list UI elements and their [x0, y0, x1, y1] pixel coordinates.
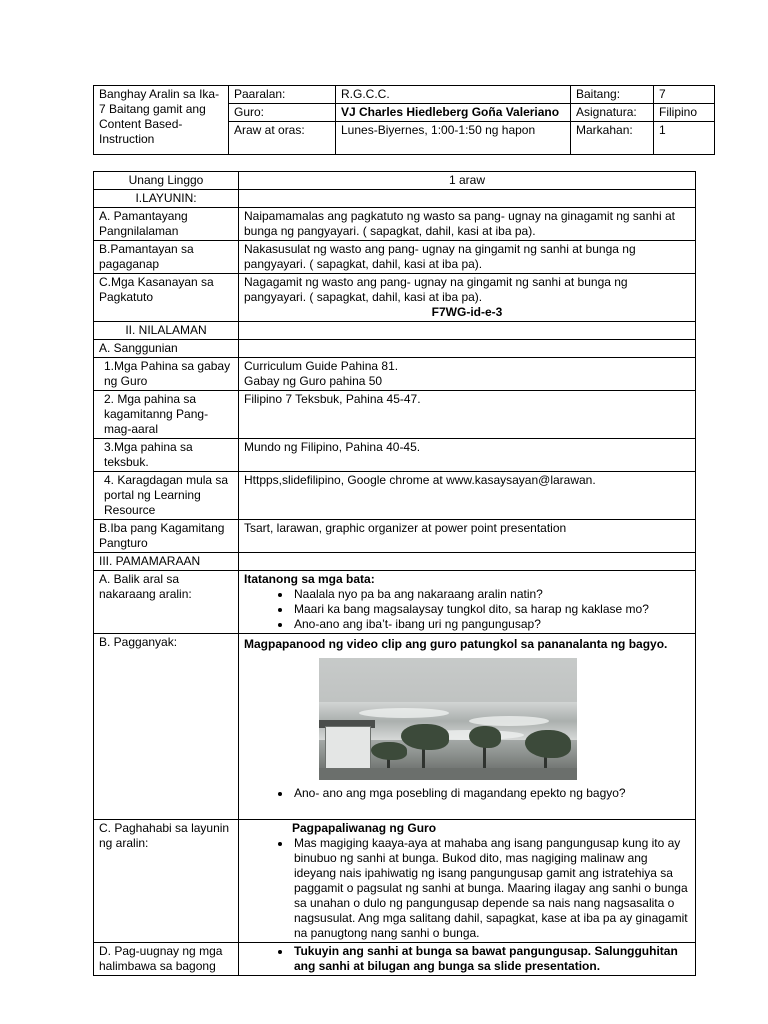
section-layunin: I.LAYUNIN:	[94, 190, 239, 208]
pamantayang-pangnilalaman-label: A. Pamantayang Pangnilalaman	[94, 208, 239, 241]
section-pamamaraan: III. PAMAMARAAN	[94, 553, 239, 571]
kasanayan-text: Nagagamit ng wasto ang pang- ugnay na gingamit ng sanhi at bunga ng pangyayari. ( sapagkat, dahil, kasi at iba pa).	[244, 275, 628, 304]
header-table	[93, 85, 715, 155]
mag-aaral-text: Filipino 7 Teksbuk, Pahina 45-47.	[239, 391, 696, 439]
pamantayan-pagganap-text: Nakasusulat ng wasto ang pang- ugnay na gingamit ng sanhi at bunga ng pangyayari. ( sapagkat, dahil, kasi at iba pa).	[239, 241, 696, 274]
lesson-title: Banghay Aralin sa Ika-7 Baitang gamit ang Content Based-Instruction	[94, 86, 229, 155]
mag-aaral-label: 2. Mga pahina sa kagamitanng Pang-mag-aaral	[94, 391, 239, 439]
typhoon-photo	[319, 658, 577, 780]
paghahabi-list	[244, 836, 690, 941]
list-item: • Mas magiging kaaya-aya at mahaba ang isang pangungusap kung ito ay binubuo ng sanhi at bunga. Bukod dito, mas nagiging malinaw ang ideyang nais ipahiwatig ng isang pangungusap gamit ang istratehiya sa paggamit o pagsulat ng sanhi at bunga. Maaring ilagay ang sanhi o bunga sa unahan o dulo ng pangungusap depende sa nais nang nagsasalita o nagsusulat. Ang mga salitang dahil, sapagkat, kase at iba pa ay ginagamit na panugtong nang sanhi o bunga.	[292, 836, 690, 941]
list-item: • Ano-ano ang iba’t- ibang uri ng pangungusap?	[292, 617, 690, 632]
empty-cell	[239, 340, 696, 358]
ground	[319, 768, 577, 780]
paghahabi-label: C. Paghahabi sa layunin ng aralin:	[94, 820, 239, 943]
list-item: • Naalala nyo pa ba ang nakaraang aralin natin?	[292, 587, 690, 602]
guro-pages-label: 1.Mga Pahina sa gabay ng Guro	[94, 358, 239, 391]
pagganyak-list	[244, 786, 690, 801]
guro-value: VJ Charles Hiedleberg Goña Valeriano	[336, 104, 571, 122]
empty-cell	[239, 190, 696, 208]
guro-pages-cell	[239, 358, 696, 391]
kasanayan-label: C.Mga Kasanayan sa Pagkatuto	[94, 274, 239, 322]
list-item: • Maari ka bang magsalaysay tungkol dito, sa harap ng kaklase mo?	[292, 602, 690, 617]
guro-label: Guro:	[229, 104, 336, 122]
araw-value: Lunes-Biyernes, 1:00-1:50 ng hapon	[336, 122, 571, 155]
araw-label: Araw at oras:	[229, 122, 336, 155]
markahan-label: Markahan:	[571, 122, 654, 155]
pamantayan-pagganap-label: B.Pamantayan sa pagaganap	[94, 241, 239, 274]
iba-kagamitan-text: Tsart, larawan, graphic organizer at power point presentation	[239, 520, 696, 553]
week-label: Unang Linggo	[94, 172, 239, 190]
markahan-value: 1	[654, 122, 715, 155]
paaralan-label: Paaralan:	[229, 86, 336, 104]
guro-pages-line2: Gabay ng Guro pahina 50	[244, 374, 383, 388]
wave-crest	[469, 716, 549, 726]
pagganyak-cell	[239, 634, 696, 820]
kasanayan-cell	[239, 274, 696, 322]
paaralan-value: R.G.C.C.	[336, 86, 571, 104]
pagganyak-label: B. Pagganyak:	[94, 634, 239, 820]
palm-tree	[371, 742, 407, 760]
balik-aral-list	[244, 587, 690, 632]
pag-uugnay-list	[244, 944, 690, 974]
baitang-label: Baitang:	[571, 86, 654, 104]
palm-tree	[525, 730, 571, 758]
lesson-plan-table	[93, 171, 696, 976]
baitang-value: 7	[654, 86, 715, 104]
pagganyak-intro: Magpapanood ng video clip ang guro patungkol sa pananalanta ng bagyo.	[244, 637, 668, 651]
iba-kagamitan-label: B.Iba pang Kagamitang Pangturo	[94, 520, 239, 553]
section-nilalaman: II. NILALAMAN	[94, 322, 239, 340]
teksbuk-text: Mundo ng Filipino, Pahina 40-45.	[239, 439, 696, 472]
palm-tree	[401, 724, 449, 750]
pag-uugnay-label: D. Pag-uugnay ng mga halimbawa sa bagong	[94, 943, 239, 976]
kasanayan-code: F7WG-id-e-3	[431, 305, 503, 319]
paghahabi-title: Pagpapaliwanag ng Guro	[292, 821, 437, 835]
palm-tree	[469, 726, 501, 748]
guro-pages-line1: Curriculum Guide Pahina 81.	[244, 359, 399, 373]
learning-resource-label: 4. Karagdagan mula sa portal ng Learning Resource	[94, 472, 239, 520]
empty-cell	[239, 553, 696, 571]
paghahabi-cell	[239, 820, 696, 943]
sanggunian-label: A. Sanggunian	[94, 340, 239, 358]
teksbuk-label: 3.Mga pahina sa teksbuk.	[94, 439, 239, 472]
list-item: • Tukuyin ang sanhi at bunga sa bawat pangungusap. Salungguhitan ang sanhi at bilugan ang bunga sa slide presentation.	[292, 944, 690, 974]
balik-aral-intro: Itatanong sa mga bata:	[244, 572, 375, 586]
asignatura-label: Asignatura:	[571, 104, 654, 122]
balik-aral-cell	[239, 571, 696, 634]
balik-aral-label: A. Balik aral sa nakaraang aralin:	[94, 571, 239, 634]
asignatura-value: Filipino	[654, 104, 715, 122]
pamantayang-pangnilalaman-text: Naipamamalas ang pagkatuto ng wasto sa pang- ugnay na ginagamit ng sanhi at bunga ng pangyayari. ( sapagkat, dahil, kasi at iba pa).	[239, 208, 696, 241]
day-label: 1 araw	[239, 172, 696, 190]
pag-uugnay-cell	[239, 943, 696, 976]
list-item: • Ano- ano ang mga posebling di magandang epekto ng bagyo?	[292, 786, 690, 801]
empty-cell	[239, 322, 696, 340]
learning-resource-text: Httpps,slidefilipino, Google chrome at www.kasaysayan@larawan.	[239, 472, 696, 520]
wave-crest	[359, 708, 449, 718]
